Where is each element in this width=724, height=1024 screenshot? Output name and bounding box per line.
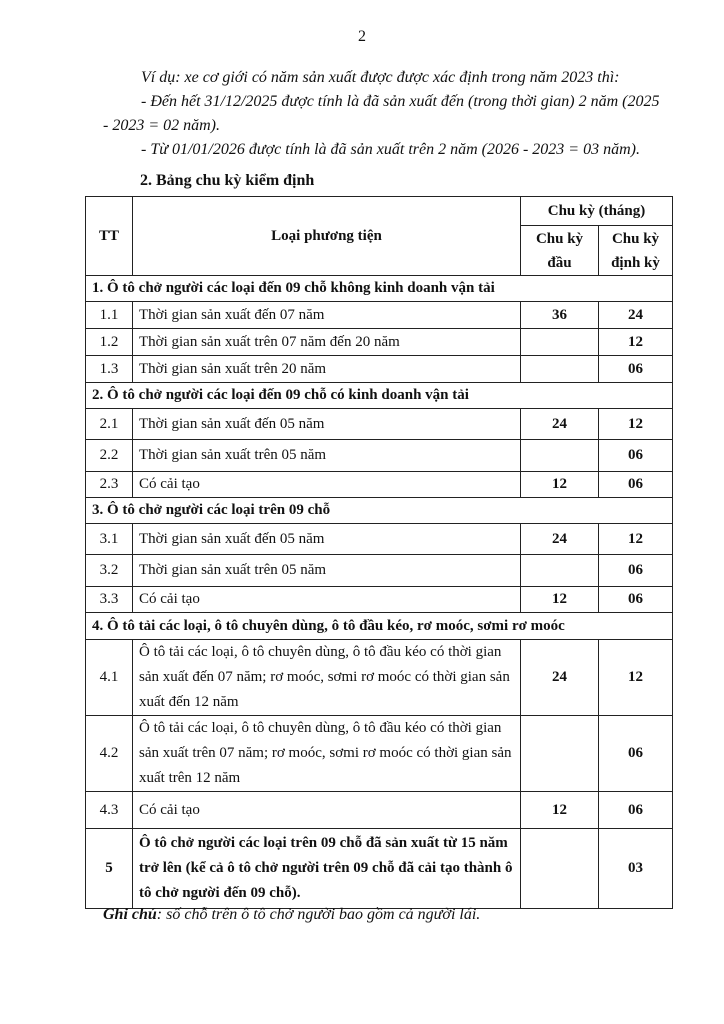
row-first-cycle — [521, 329, 599, 356]
group-title: 2. Ô tô chở người các loại đến 09 chỗ có kinh doanh vận tải — [86, 383, 673, 409]
footnote-text: : số chỗ trên ô tô chở người bao gồm cả người lái. — [156, 906, 481, 923]
footnote-label: Ghi chú — [103, 906, 157, 923]
table-row — [86, 716, 673, 792]
row-periodic-cycle: 24 — [599, 302, 673, 329]
group-row — [86, 498, 673, 524]
row-periodic-cycle: 06 — [599, 440, 673, 472]
table-row — [86, 792, 673, 829]
header-first-cycle: Chu kỳ đầu — [521, 226, 599, 276]
row-vehicle-type: Thời gian sản xuất trên 05 năm — [133, 555, 521, 587]
row-first-cycle: 12 — [521, 587, 599, 613]
row-first-cycle: 24 — [521, 640, 599, 716]
row-periodic-cycle: 12 — [599, 409, 673, 440]
table-row — [86, 302, 673, 329]
row-tt: 5 — [86, 829, 133, 909]
example-line: Ví dụ: xe cơ giới có năm sản xuất được được xác định trong năm 2023 thì: — [141, 69, 620, 86]
row-tt: 2.2 — [86, 440, 133, 472]
row-vehicle-type: Ô tô tải các loại, ô tô chuyên dùng, ô tô đầu kéo có thời gian sản xuất đến 07 năm; rơ moóc, sơmi rơ moóc có thời gian sản xuất đến 12 năm — [133, 640, 521, 716]
table-row — [86, 440, 673, 472]
row-vehicle-type: Thời gian sản xuất trên 20 năm — [133, 356, 521, 383]
row-tt: 4.2 — [86, 716, 133, 792]
row-first-cycle: 24 — [521, 524, 599, 555]
row-first-cycle — [521, 440, 599, 472]
page-number: 2 — [358, 28, 366, 45]
row-tt: 4.3 — [86, 792, 133, 829]
group-title: 1. Ô tô chở người các loại đến 09 chỗ không kinh doanh vận tải — [86, 276, 673, 302]
row-vehicle-type: Thời gian sản xuất đến 05 năm — [133, 409, 521, 440]
group-row — [86, 276, 673, 302]
row-tt: 4.1 — [86, 640, 133, 716]
row-vehicle-type: Ô tô chở người các loại trên 09 chỗ đã sản xuất từ 15 năm trở lên (kể cả ô tô chở người trên 09 chỗ đã cải tạo thành ô tô chở người đến 09 chỗ). — [133, 829, 521, 909]
header-vehicle-type: Loại phương tiện — [133, 197, 521, 276]
table-row — [86, 472, 673, 498]
row-periodic-cycle: 06 — [599, 716, 673, 792]
header-periodic-cycle: Chu kỳ định kỳ — [599, 226, 673, 276]
row-tt: 1.3 — [86, 356, 133, 383]
row-first-cycle: 12 — [521, 472, 599, 498]
row-first-cycle — [521, 829, 599, 909]
table-row — [86, 329, 673, 356]
section-heading: 2. Bảng chu kỳ kiểm định — [140, 172, 315, 189]
row-periodic-cycle: 06 — [599, 356, 673, 383]
row-tt: 2.1 — [86, 409, 133, 440]
footnote — [103, 906, 480, 924]
row-first-cycle — [521, 555, 599, 587]
row-periodic-cycle: 06 — [599, 472, 673, 498]
table-row — [86, 524, 673, 555]
row-first-cycle: 12 — [521, 792, 599, 829]
table-row — [86, 555, 673, 587]
row-vehicle-type: Có cải tạo — [133, 792, 521, 829]
intro-text — [103, 66, 663, 162]
table-row — [86, 829, 673, 909]
row-vehicle-type: Thời gian sản xuất đến 07 năm — [133, 302, 521, 329]
inspection-cycle-table — [85, 196, 673, 909]
header-cycle-group: Chu kỳ (tháng) — [521, 197, 673, 226]
row-tt: 2.3 — [86, 472, 133, 498]
row-tt: 3.3 — [86, 587, 133, 613]
row-periodic-cycle: 06 — [599, 587, 673, 613]
header-row — [86, 197, 673, 226]
example-line-1: - Đến hết 31/12/2025 được tính là đã sản xuất đến (trong thời gian) 2 năm (2025 - 2023 = 02 năm). — [103, 93, 660, 134]
table-row — [86, 409, 673, 440]
row-vehicle-type: Thời gian sản xuất đến 05 năm — [133, 524, 521, 555]
row-periodic-cycle: 06 — [599, 792, 673, 829]
row-tt: 1.1 — [86, 302, 133, 329]
row-first-cycle — [521, 356, 599, 383]
group-title: 4. Ô tô tải các loại, ô tô chuyên dùng, ô tô đầu kéo, rơ moóc, sơmi rơ moóc — [86, 613, 673, 640]
row-periodic-cycle: 06 — [599, 555, 673, 587]
table-row — [86, 587, 673, 613]
row-tt: 3.2 — [86, 555, 133, 587]
row-first-cycle: 24 — [521, 409, 599, 440]
row-periodic-cycle: 12 — [599, 640, 673, 716]
row-vehicle-type: Thời gian sản xuất trên 05 năm — [133, 440, 521, 472]
table-row — [86, 640, 673, 716]
row-vehicle-type: Thời gian sản xuất trên 07 năm đến 20 năm — [133, 329, 521, 356]
group-title: 3. Ô tô chở người các loại trên 09 chỗ — [86, 498, 673, 524]
row-first-cycle — [521, 716, 599, 792]
row-tt: 3.1 — [86, 524, 133, 555]
header-tt: TT — [86, 197, 133, 276]
row-vehicle-type: Ô tô tải các loại, ô tô chuyên dùng, ô tô đầu kéo có thời gian sản xuất trên 07 năm; rơ moóc, sơmi rơ moóc có thời gian sản xuất trên 12 năm — [133, 716, 521, 792]
example-line-2: - Từ 01/01/2026 được tính là đã sản xuất trên 2 năm (2026 - 2023 = 03 năm). — [141, 141, 640, 158]
row-periodic-cycle: 12 — [599, 524, 673, 555]
row-periodic-cycle: 12 — [599, 329, 673, 356]
group-row — [86, 383, 673, 409]
group-row — [86, 613, 673, 640]
table-row — [86, 356, 673, 383]
row-vehicle-type: Có cải tạo — [133, 587, 521, 613]
row-first-cycle: 36 — [521, 302, 599, 329]
row-periodic-cycle: 03 — [599, 829, 673, 909]
row-tt: 1.2 — [86, 329, 133, 356]
row-vehicle-type: Có cải tạo — [133, 472, 521, 498]
